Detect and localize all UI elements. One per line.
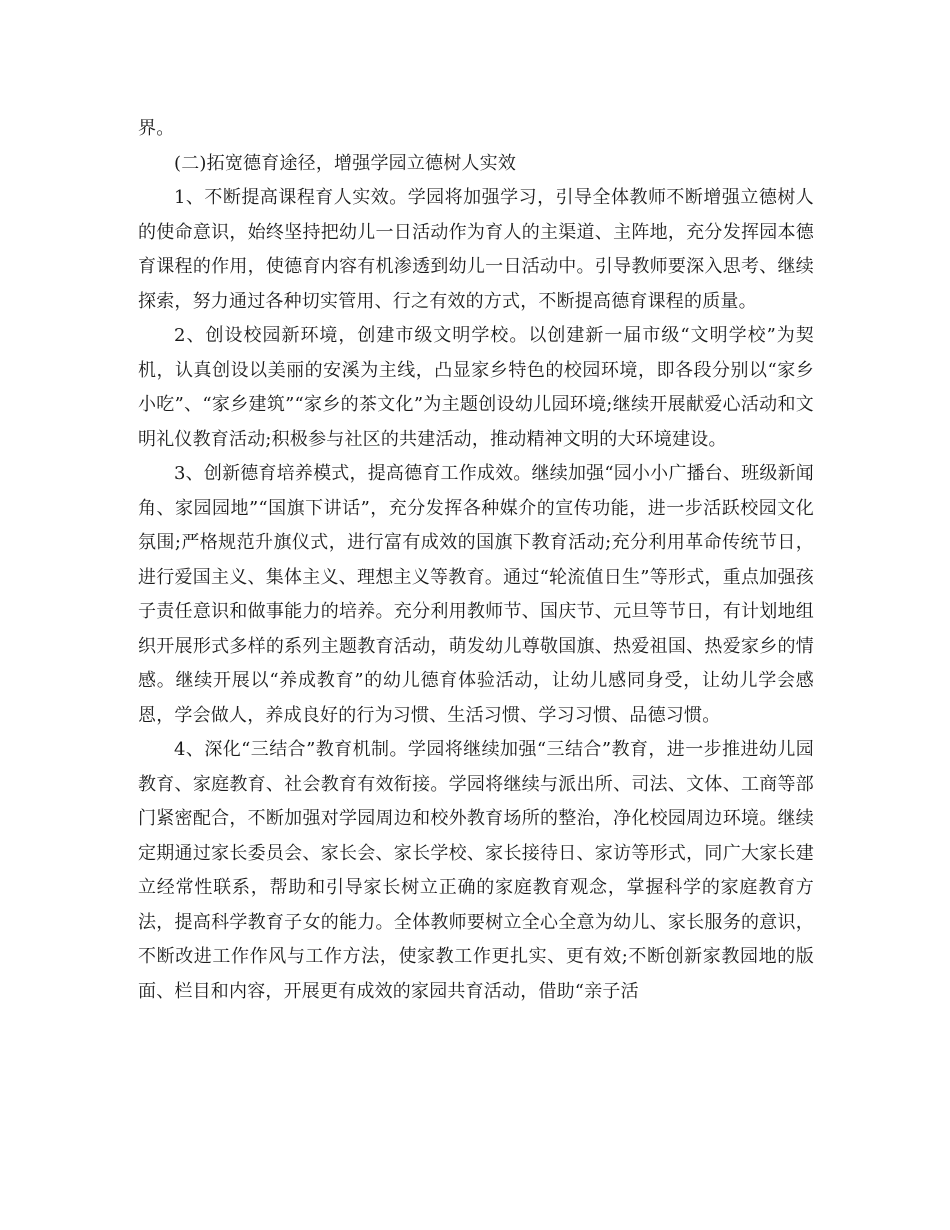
paragraph-item-4: 4、深化“三结合”教育机制。学园将继续加强“三结合”教育，进一步推进幼儿园教育、家庭教育、社会教育有效衔接。学园将继续与派出所、司法、文体、工商等部门紧密配合，不断加强对学园周边和校外教育场所的整治，净化校园周边环境。继续定期通过家长委员会、家长会、家长学校、家长接待日、家访等形式，同广大家长建立经常性联系，帮助和引导家长树立正确的家庭教育观念，掌握科学的家庭教育方法，提高科学教育子女的能力。全体教师要树立全心全意为幼儿、家长服务的意识，不断改进工作作风与工作方法，使家教工作更扎实、更有效;不断创新家教园地的版面、栏目和内容，开展更有成效的家园共育活动，借助“亲子活 bbox=[138, 739, 814, 1002]
document-body bbox=[138, 112, 814, 1009]
paragraph-item-1: 1、不断提高课程育人实效。学园将加强学习，引导全体教师不断增强立德树人的使命意识，始终坚持把幼儿一日活动作为育人的主渠道、主阵地，充分发挥园本德育课程的作用，使德育内容有机渗透到幼儿一日活动中。引导教师要深入思考、继续探索，努力通过各种切实管用、行之有效的方式，不断提高德育课程的质量。 bbox=[138, 187, 814, 312]
paragraph-item-3: 3、创新德育培养模式，提高德育工作成效。继续加强“园小小广播台、班级新闻角、家园园地”“国旗下讲话”，充分发挥各种媒介的宣传功能，进一步活跃校园文化氛围;严格规范升旗仪式，进行富有成效的国旗下教育活动;充分利用革命传统节日，进行爱国主义、集体主义、理想主义等教育。通过“轮流值日生”等形式，重点加强孩子责任意识和做事能力的培养。充分利用教师节、国庆节、元旦等节日，有计划地组织开展形式多样的系列主题教育活动，萌发幼儿尊敬国旗、热爱祖国、热爱家乡的情感。继续开展以“养成教育”的幼儿德育体验活动，让幼儿感同身受，让幼儿学会感恩，学会做人，养成良好的行为习惯、生活习惯、学习习惯、品德习惯。 bbox=[138, 463, 814, 726]
paragraph-continuation: 界。 bbox=[138, 118, 175, 139]
section-heading: (二)拓宽德育途径，增强学园立德树人实效 bbox=[174, 152, 517, 174]
paragraph-item-2: 2、创设校园新环境，创建市级文明学校。以创建新一届市级“文明学校”为契机，认真创设以美丽的安溪为主线，凸显家乡特色的校园环境，即各段分别以“家乡小吃”、“家乡建筑”“家乡的茶文化”为主题创设幼儿园环境;继续开展献爱心活动和文明礼仪教育活动;积极参与社区的共建活动，推动精神文明的大环境建设。 bbox=[138, 325, 814, 450]
